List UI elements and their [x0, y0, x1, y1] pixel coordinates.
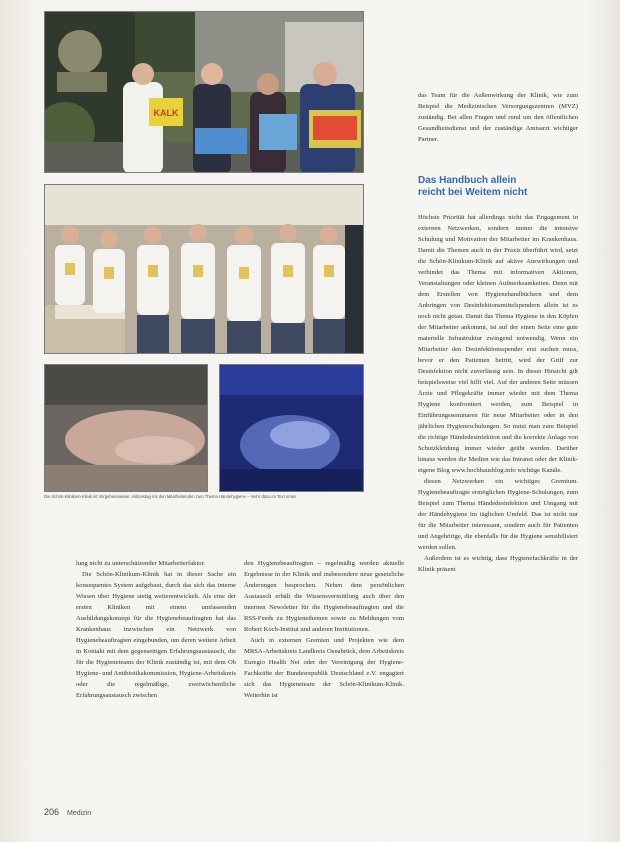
page-footer [44, 807, 91, 817]
right-column-paragraph-1: Höchste Priorität hat allerdings nicht das Engagement in externen Netzwerken, sondern immer die intensive Schulung und Motivation der Mitarbeiter im Krankenhaus. Damit die Themen auch in der Praxis überführt wird, setzt die Schön-Klinikum-Klinik auf aktive Auswirkungen und verbindet das Thema mit informativen Aktionen, Veranstaltungen oder kleinen Aufmerksamkeiten. Denn mit dem Erstellen von Hygienehandbüchern und dem Anbringen von Desinfektionsmittelspendern allein ist es noch nicht getan. Damit das Thema Hygiene in den Köpfen der Mitarbeiter ankommt, ist auf der einen Seite eine gute materielle Infrastruktur zwingend notwendig. Wenn ein Mitarbeiter den Desinfektionsspender erst suchen muss, bevor er den Patienten betritt, wird der Griff zur Desinfektion nicht zuverlässig sein. In dieser Hinsicht gilt beispielsweise viel hilft viel. Auf der anderen Seite müssen Ärzte und Pflegekräfte immer wieder mit dem Thema Hygiene konfrontiert werden, zum Beispiel in Einführungsseminaren für neue Mitarbeiter oder in den jährlichen Hygieneschulungen. So nutzt man zum Beispiel die richtige Händedesinfektion und die korrekte Anlage von Schutzkleidung immer wieder geübt werden. Darüber hinaus werden die Medien wie das Intranet oder der Klinik-eigene Blog www.hochhausblog.info wichtige Kanäle. [418, 214, 578, 474]
photo-group-with-signs [44, 11, 364, 173]
section-heading-line2: reicht bei Weitem nicht [418, 187, 528, 198]
right-column-top [418, 90, 578, 170]
left-column-paragraph-2: Die Schön-Klinikum-Klinik hat in dieser Sache ein konsequentes System aufgebaut, durch das sich das interne Wissen über Hygiene stetig weiterentwickelt. Als eine der ersten Kliniken mit einem umfassenden Ausbildungskonzept für die Hygienebeauftragten hat das Krankenhaus inzwischen ein Netzwerk von Hygienebeauftragten eingebunden, um deren weitere Arbeit in Kontakt mit dem gegenseitigen Erfahrungsaustausch, die für die Hygieneteams der Klinik zuständig ist, mit dem Ob Hygiene- und Antibiotikakommission, Hygiene-Arbeitskreis oder die regelmäßige, zweiwöchentliche Erfahrungsaustausch zwischen [76, 571, 236, 699]
middle-column-paragraph-1: den Hygienebeauftragten – regelmäßig werden aktuelle Ergebnisse in der Klinik und insbesondere neue gesetzliche Änderungen besprochen. Neben dem persönlichen Austausch erhält die Wissensvermittlung auch über den internen Newsletter für die Hygienebeauftragten und die RSS-Feeds zu Hygienethemen sowie zu Meldungen vom Robert Koch-Institut und anderen Institutionen. [244, 560, 404, 633]
left-column [76, 558, 236, 798]
svg-text:KALK: KALK [153, 108, 179, 118]
photo-caption: Die Schön-Klinikum-Klinik ist Vorgehensweise: Aktionstag mit den Mitarbeitenden zum Thema Händehygiene – mehr dazu im Text unten [44, 494, 297, 499]
page-number: 206 [44, 807, 60, 817]
photo-team-tshirts [44, 184, 364, 354]
uv-light-hands-photo-icon [220, 365, 364, 492]
hand-sanitizing-photo-icon [45, 365, 208, 492]
team-tshirts-photo-icon [45, 185, 364, 354]
photo-uv-light-hands [219, 364, 364, 492]
right-column-top-paragraph: das Team für die Außenwirkung der Klinik, wie zum Beispiel die Medizinischen Versorgungszentren (MVZ) zuständig. Bei allen Fragen und rund um den öffentlichen Gesundheitsdienst und der zuständige Amtsarzt wichtiger Partner. [418, 92, 578, 143]
section-label: Medizin [66, 810, 92, 817]
group-with-signs-photo-icon [45, 12, 364, 173]
right-column-main [418, 212, 578, 802]
photo-hand-sanitizing [44, 364, 208, 492]
section-heading [418, 175, 578, 199]
right-column-paragraph-3: diesen Netzwerken ein wichtiges Gremium. Hygienebeauftragte ermöglichen Hygiene-Schulungen, zum Beispiel zum Thema Händedesinfektion und Umgang mit der Händehygiene im täglichen Umfeld. Das ist nicht nur für die Mitarbeiter interessant, sondern auch für Patienten und Angehörige, die ebenfalls für die Hygiene sensibilisiert werden sollen. [418, 478, 578, 551]
middle-column-paragraph-2: Auch in externen Gremien und Projekten wie dem MRSA-Arbeitskreis Landkreis Osnabrück, dem Arbeitskreis Euregio Health Net oder der Vereinigung der Hygiene-Fachkräfte der Bundesrepublik Deutschland e.V. engagiert sich das Hygieneteam der Schön-Klinikum-Klinik. Weiterhin ist [244, 637, 404, 699]
middle-column [244, 558, 404, 798]
left-column-paragraph-1: lung nicht zu unterschätzender Mitarbeiterfaktor. [76, 560, 206, 567]
right-column-paragraph-2: Außerdem ist es wichtig, dass Hygienefachkräfte in der Klinik präsent [418, 555, 578, 573]
section-heading-line1: Das Handbuch allein [418, 175, 517, 186]
